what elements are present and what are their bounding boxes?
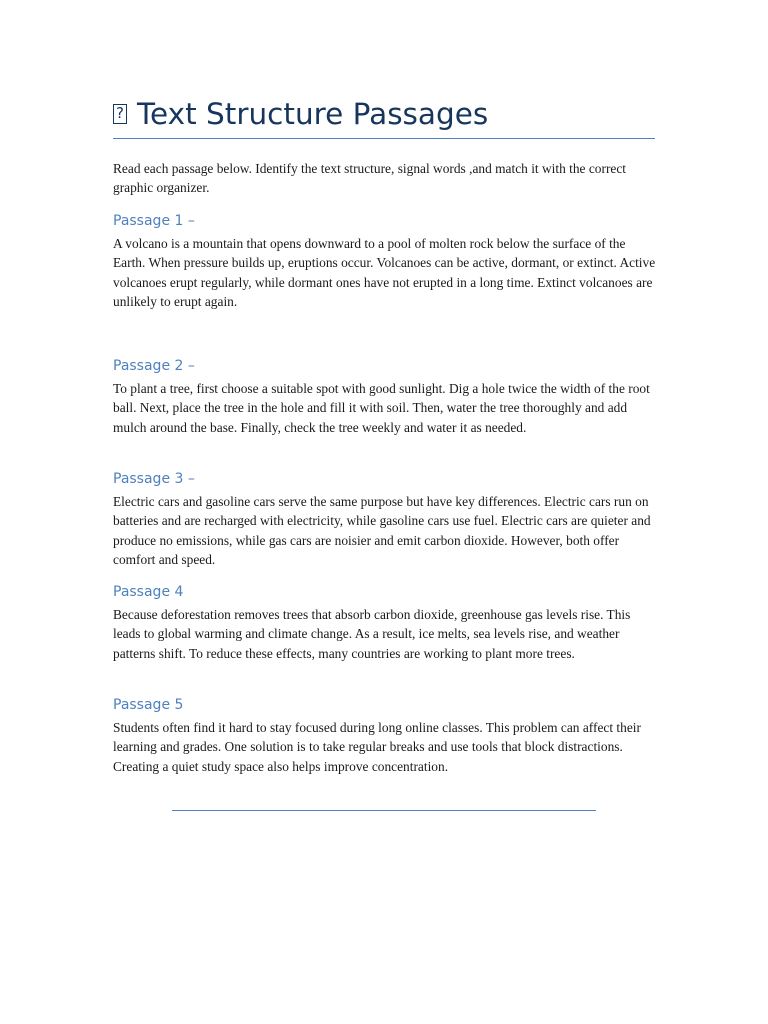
- bottom-divider: [172, 810, 596, 811]
- missing-glyph-icon: [113, 104, 127, 124]
- passage-2-text: To plant a tree, first choose a suitable spot with good sunlight. Dig a hole twice the width of the root ball. Next, place the tree in the hole and fill it with soil. Then, water the tree thoroughly and add mulch around the base. Finally, check the tree weekly and water it as needed.: [113, 381, 650, 435]
- passage-5-text: Students often find it hard to stay focused during long online classes. This problem can affect their learning and grades. One solution is to take regular breaks and use tools that block distractions. Creating a quiet study space also helps improve concentration.: [113, 720, 641, 774]
- passage-3-text: Electric cars and gasoline cars serve the same purpose but have key differences. Electric cars run on batteries and are recharged with electricity, while gasoline cars use fuel. Electric cars are quieter and produce no emissions, while gas cars are noisier and emit carbon dioxide. However, both offer comfort and speed.: [113, 494, 651, 567]
- passage-2-heading: Passage 2 –: [113, 358, 195, 374]
- passage-1-text: A volcano is a mountain that opens downward to a pool of molten rock below the surface of the Earth. When pressure builds up, eruptions occur. Volcanoes can be active, dormant, or extinct. Active volcanoes erupt regularly, while dormant ones have not erupted in a long time. Extinct volcanoes are unlikely to erupt again.: [113, 236, 656, 309]
- passage-1-heading: Passage 1 –: [113, 213, 195, 229]
- title-block: [113, 96, 655, 139]
- passage-3-heading: Passage 3 –: [113, 471, 195, 487]
- passage-4-text: Because deforestation removes trees that absorb carbon dioxide, greenhouse gas levels rise. This leads to global warming and climate change. As a result, ice melts, sea levels rise, and weather patterns shift. To reduce these effects, many countries are working to plant more trees.: [113, 607, 631, 661]
- passage-4-heading: Passage 4: [113, 584, 184, 600]
- passage-5-heading: Passage 5: [113, 697, 184, 713]
- page-title: [113, 96, 655, 132]
- intro-paragraph: Read each passage below. Identify the text structure, signal words ,and match it with the correct graphic organizer.: [113, 161, 627, 196]
- page-title-text: Text Structure Passages: [137, 97, 489, 131]
